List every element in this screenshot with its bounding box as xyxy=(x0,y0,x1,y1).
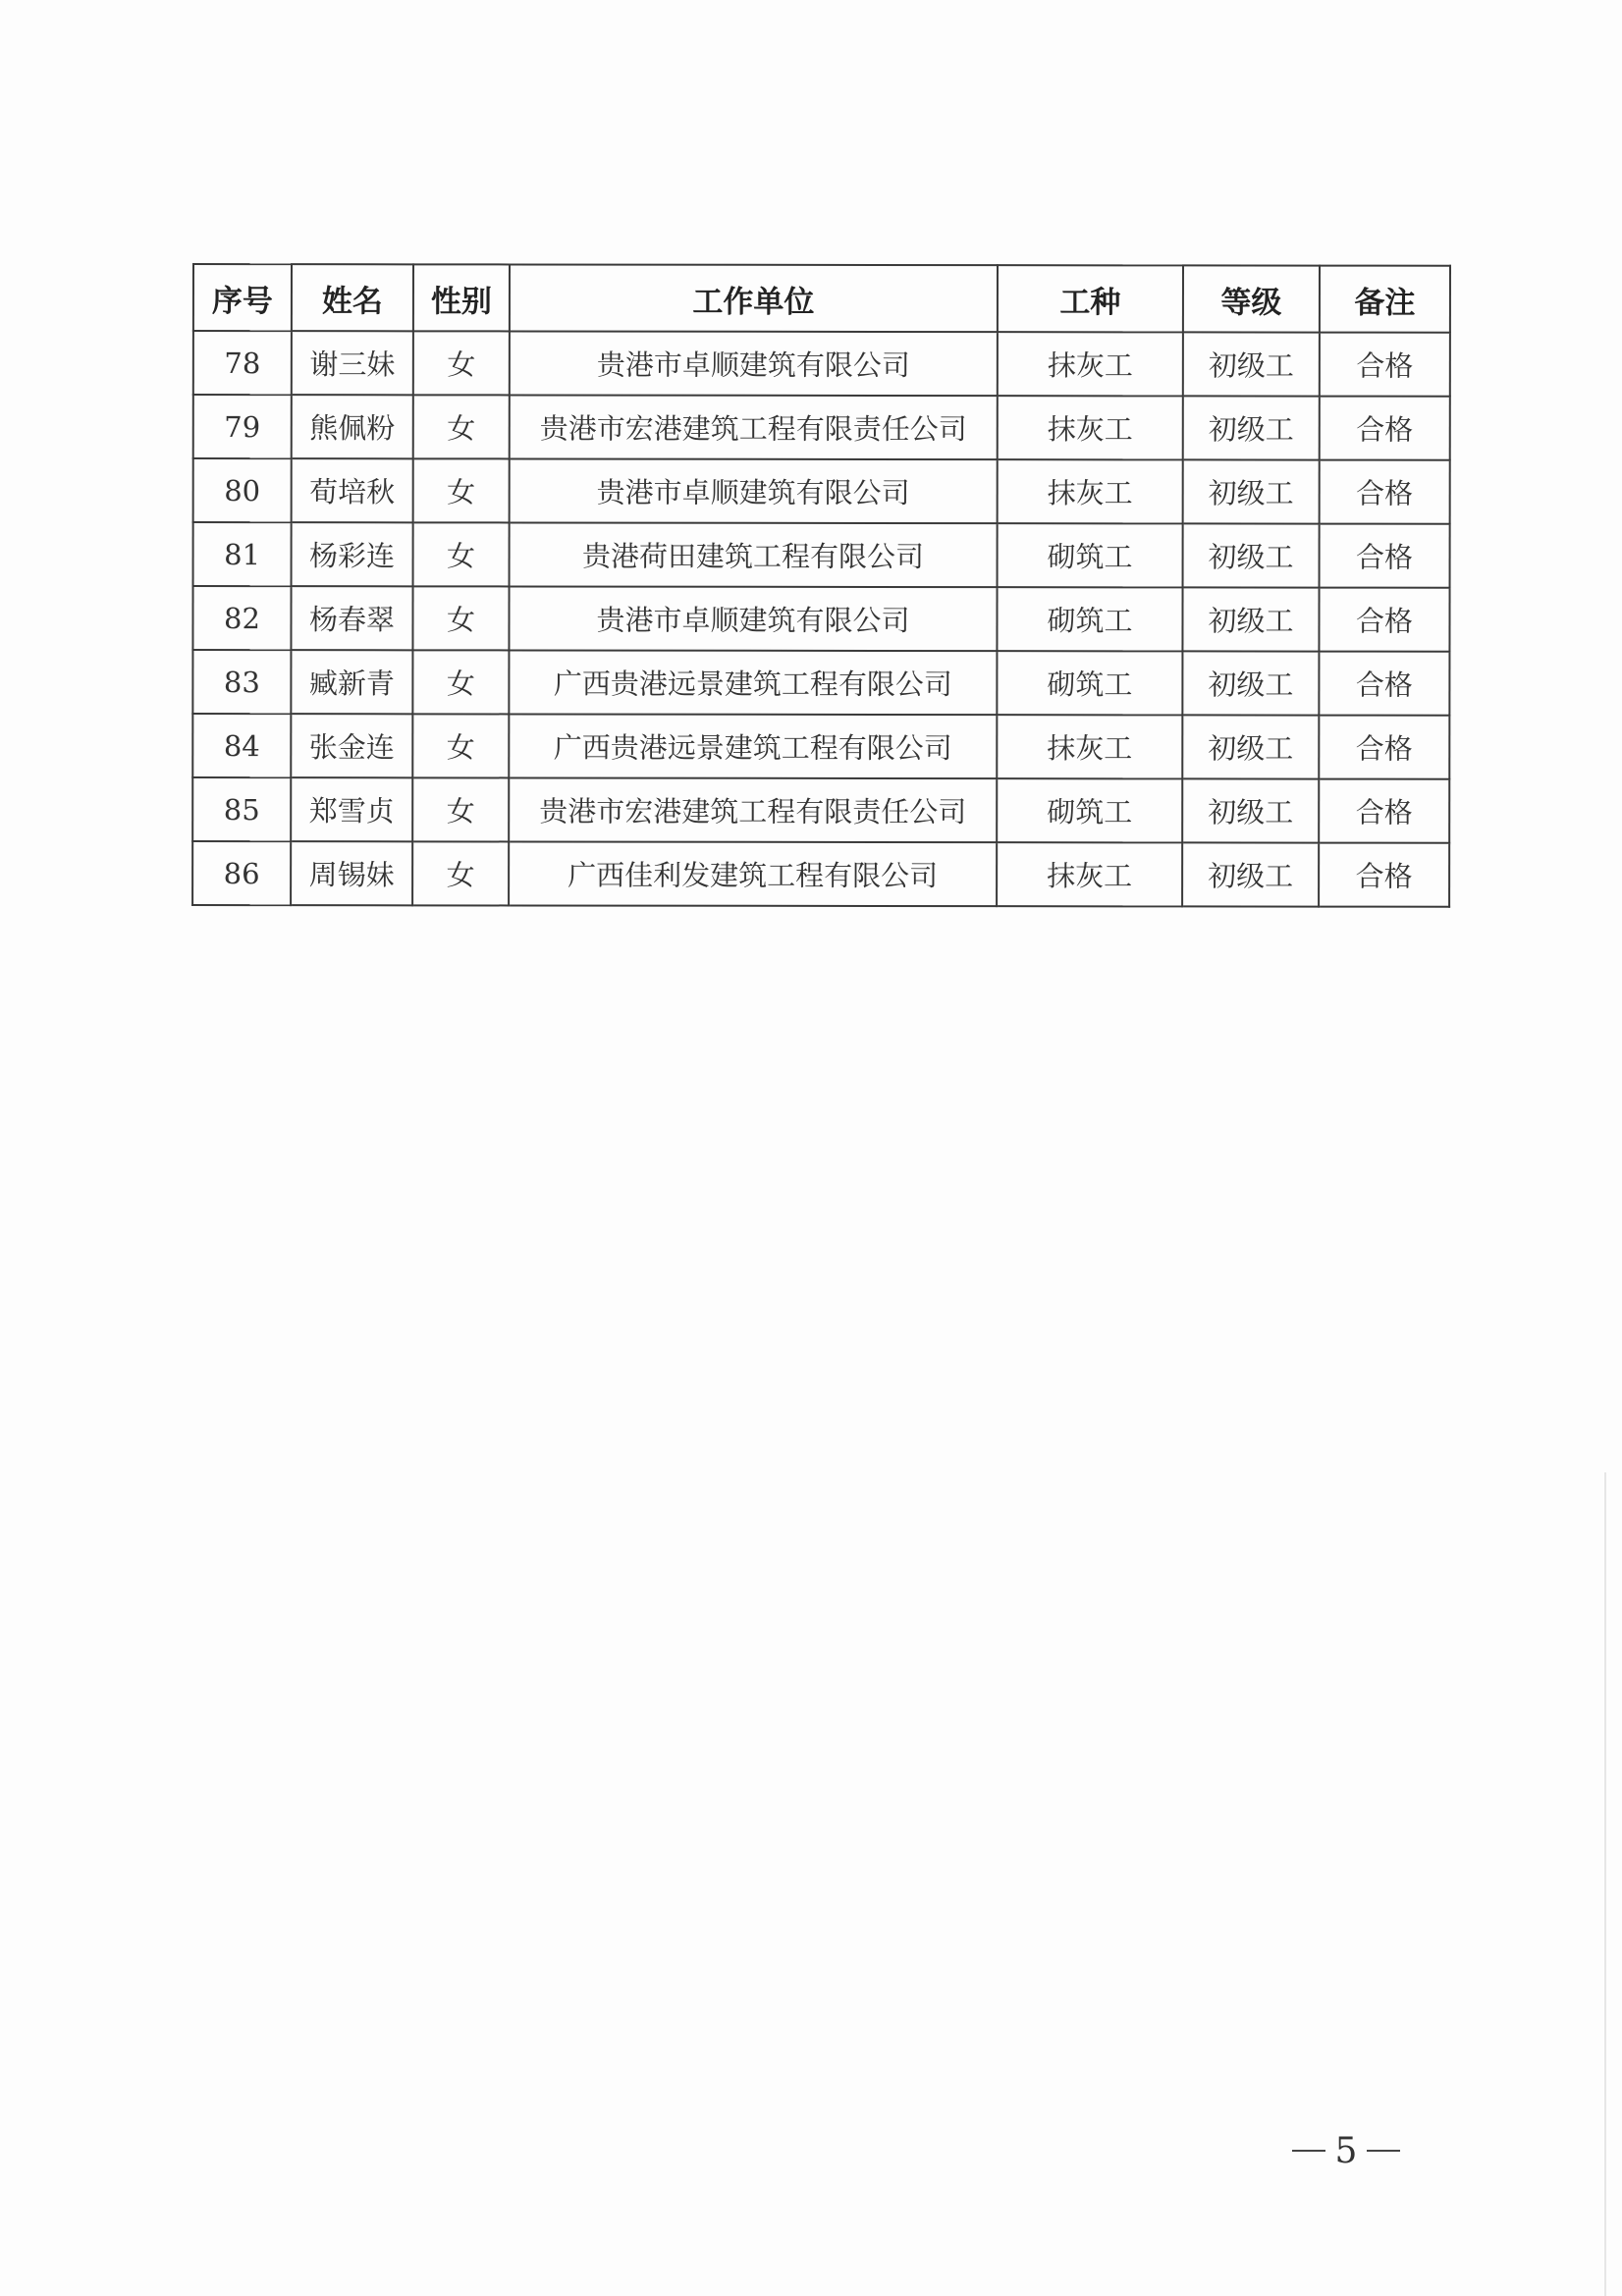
roster-table xyxy=(191,263,1451,908)
cell-no: 81 xyxy=(193,522,292,586)
cell-level: 初级工 xyxy=(1183,523,1320,587)
cell-name: 张金连 xyxy=(291,714,412,777)
cell-unit: 贵港荷田建筑工程有限公司 xyxy=(510,522,998,587)
table-row xyxy=(193,458,1450,524)
cell-trade: 砌筑工 xyxy=(997,651,1182,715)
cell-trade: 抹灰工 xyxy=(998,332,1183,396)
cell-unit: 贵港市宏港建筑工程有限责任公司 xyxy=(509,777,997,842)
cell-sex: 女 xyxy=(412,841,509,905)
cell-level: 初级工 xyxy=(1183,396,1320,459)
header-sex: 性别 xyxy=(413,264,510,331)
cell-no: 84 xyxy=(192,714,291,777)
cell-sex: 女 xyxy=(413,331,510,395)
page-number: 5 xyxy=(1334,2130,1358,2171)
cell-level: 初级工 xyxy=(1182,651,1319,715)
table-row xyxy=(192,777,1449,843)
cell-unit: 贵港市卓顺建筑有限公司 xyxy=(510,458,998,523)
cell-sex: 女 xyxy=(412,777,509,841)
header-unit: 工作单位 xyxy=(510,264,998,332)
table-row xyxy=(193,331,1450,397)
header-level: 等级 xyxy=(1183,265,1320,332)
header-no: 序号 xyxy=(193,264,292,331)
cell-level: 初级工 xyxy=(1182,715,1319,778)
cell-remark: 合格 xyxy=(1320,524,1450,588)
cell-name: 臧新青 xyxy=(291,650,412,714)
cell-no: 83 xyxy=(192,650,291,714)
cell-remark: 合格 xyxy=(1320,333,1450,397)
cell-sex: 女 xyxy=(412,586,509,650)
cell-remark: 合格 xyxy=(1320,397,1450,460)
cell-level: 初级工 xyxy=(1182,842,1319,906)
cell-remark: 合格 xyxy=(1319,716,1449,779)
cell-unit: 广西贵港远景建筑工程有限公司 xyxy=(509,650,997,715)
cell-sex: 女 xyxy=(412,650,509,714)
roster-table-container xyxy=(191,263,1449,908)
cell-sex: 女 xyxy=(413,395,510,458)
cell-name: 熊佩粉 xyxy=(292,395,413,458)
table-row xyxy=(192,841,1449,907)
cell-sex: 女 xyxy=(413,458,510,522)
cell-level: 初级工 xyxy=(1183,332,1320,396)
cell-unit: 贵港市宏港建筑工程有限责任公司 xyxy=(510,395,998,459)
scan-edge-mark xyxy=(1604,1472,1606,2296)
cell-unit: 广西贵港远景建筑工程有限公司 xyxy=(509,714,997,778)
table-row xyxy=(193,395,1450,460)
left-dash xyxy=(1292,2150,1325,2152)
cell-trade: 抹灰工 xyxy=(998,459,1183,523)
cell-name: 杨春翠 xyxy=(291,586,412,650)
cell-trade: 砌筑工 xyxy=(997,778,1182,842)
cell-no: 86 xyxy=(192,841,291,905)
cell-remark: 合格 xyxy=(1319,652,1449,716)
cell-trade: 抹灰工 xyxy=(997,715,1182,778)
cell-no: 80 xyxy=(193,458,292,522)
cell-unit: 贵港市卓顺建筑有限公司 xyxy=(509,586,997,651)
cell-name: 周锡妹 xyxy=(291,841,412,905)
cell-no: 85 xyxy=(192,777,291,841)
cell-unit: 广西佳利发建筑工程有限公司 xyxy=(509,841,997,906)
cell-no: 79 xyxy=(193,395,292,458)
cell-sex: 女 xyxy=(413,522,510,586)
table-header-row xyxy=(193,264,1450,333)
cell-level: 初级工 xyxy=(1182,778,1319,842)
header-remark: 备注 xyxy=(1320,266,1450,333)
cell-remark: 合格 xyxy=(1319,779,1449,843)
right-dash xyxy=(1367,2150,1400,2152)
table-row xyxy=(193,522,1450,588)
cell-trade: 砌筑工 xyxy=(998,523,1183,587)
cell-trade: 抹灰工 xyxy=(997,842,1182,906)
cell-remark: 合格 xyxy=(1319,588,1449,652)
header-name: 姓名 xyxy=(292,264,413,331)
table-row xyxy=(192,586,1449,652)
page-number-footer xyxy=(1272,2126,1420,2175)
table-row xyxy=(192,714,1449,779)
cell-name: 谢三妹 xyxy=(292,331,413,395)
cell-level: 初级工 xyxy=(1183,459,1320,523)
cell-name: 郑雪贞 xyxy=(291,777,412,841)
cell-no: 78 xyxy=(193,331,292,395)
table-row xyxy=(192,650,1449,716)
cell-trade: 抹灰工 xyxy=(998,396,1183,459)
cell-remark: 合格 xyxy=(1320,460,1450,524)
header-trade: 工种 xyxy=(998,265,1183,332)
cell-trade: 砌筑工 xyxy=(997,587,1182,651)
cell-unit: 贵港市卓顺建筑有限公司 xyxy=(510,331,998,396)
cell-name: 荀培秋 xyxy=(292,458,413,522)
cell-name: 杨彩连 xyxy=(292,522,413,586)
cell-no: 82 xyxy=(192,586,291,650)
cell-remark: 合格 xyxy=(1319,843,1449,907)
cell-sex: 女 xyxy=(412,714,509,777)
cell-level: 初级工 xyxy=(1182,587,1319,651)
